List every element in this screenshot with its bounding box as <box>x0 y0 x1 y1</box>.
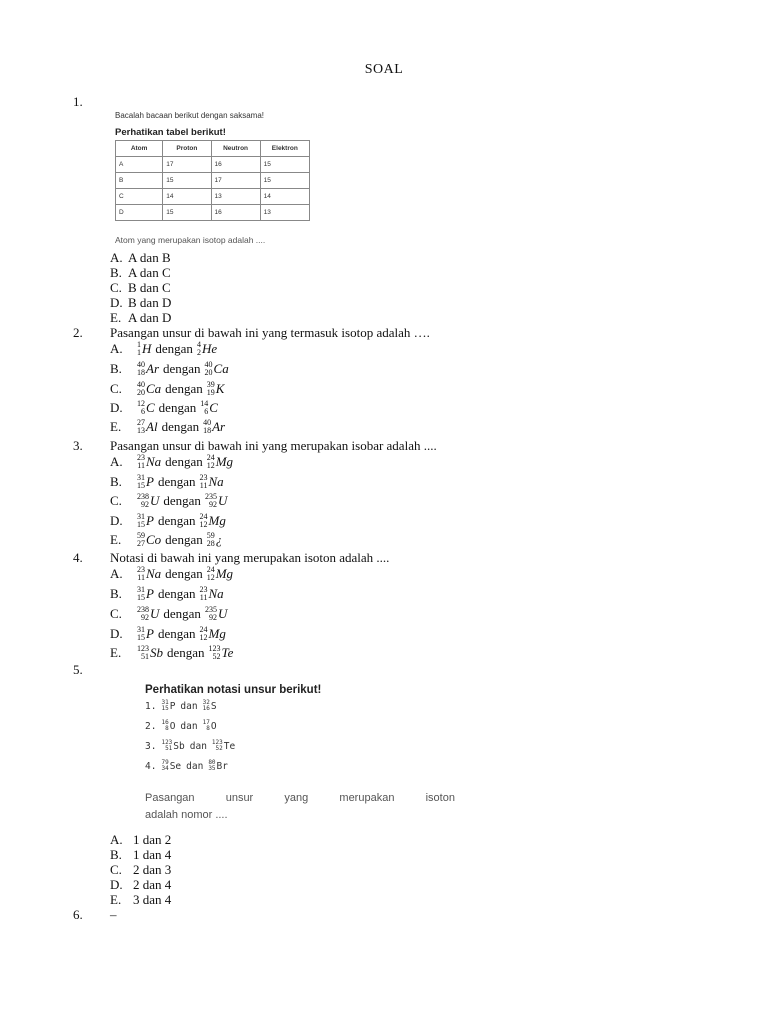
element-symbol: H <box>142 341 152 356</box>
element-symbol: Sb <box>150 645 163 660</box>
element-symbol: Co <box>146 532 162 547</box>
nuclide-notation <box>207 454 233 470</box>
element-symbol: O <box>210 720 217 732</box>
nuclide-notation <box>197 341 217 357</box>
atomic-number: 34 <box>161 765 169 772</box>
element-symbol: P <box>146 586 154 601</box>
option-letter: C. <box>110 493 122 508</box>
element-symbol: Te <box>223 740 236 752</box>
connector-word: dengan <box>165 454 203 469</box>
element-symbol: Se <box>169 760 182 772</box>
element-symbol: Ca <box>146 381 162 396</box>
element-symbol: Ca <box>213 361 229 376</box>
nuclide-notation <box>161 720 175 732</box>
nuclide-notation <box>205 606 227 622</box>
image-intro-text: Bacalah bacaan berikut dengan saksama! <box>115 111 264 120</box>
table-row <box>116 173 310 189</box>
option-letter: A. <box>110 454 123 469</box>
nuclide-notation <box>203 720 217 732</box>
option-letter: E. <box>110 645 122 660</box>
question-4-text: Notasi di bawah ini yang merupakan isoton adalah .... <box>110 550 390 565</box>
question-5-number: 5. <box>73 662 83 677</box>
element-symbol: He <box>201 341 218 356</box>
question-6-number: 6. <box>73 907 83 922</box>
element-symbol: Te <box>221 645 234 660</box>
connector-word: dan <box>189 740 207 752</box>
mass-number: 40 <box>137 360 145 369</box>
atomic-number: 51 <box>165 745 173 752</box>
atomic-number: 2 <box>196 348 201 357</box>
atomic-number: 8 <box>165 725 169 732</box>
element-symbol: Na <box>146 566 162 581</box>
table-cell: 13 <box>211 189 260 205</box>
element-symbol: Ar <box>212 419 226 434</box>
table-cell: 17 <box>211 173 260 189</box>
connector-word: dengan <box>155 341 193 356</box>
question-2-text: Pasangan unsur di bawah ini yang termasuk isotop adalah …. <box>110 325 430 340</box>
table-cell: 16 <box>211 205 260 221</box>
option-c[interactable] <box>110 493 227 509</box>
mass-number: 31 <box>137 585 145 594</box>
element-symbol: Na <box>208 586 224 601</box>
atomic-number: 18 <box>203 426 212 435</box>
element-symbol: Mg <box>215 566 234 581</box>
connector-word: dengan <box>165 566 203 581</box>
element-symbol: ¿ <box>215 532 223 547</box>
option-a[interactable] <box>110 454 233 470</box>
mass-number: 235 <box>204 492 217 501</box>
nuclide-notation <box>137 645 163 661</box>
option-d[interactable] <box>110 295 171 311</box>
connector-word: dengan <box>167 645 205 660</box>
element-symbol: Ar <box>146 361 159 376</box>
connector-word: dengan <box>157 586 196 601</box>
nuclide-notation <box>137 566 161 582</box>
question-3-text: Pasangan unsur di bawah ini yang merupakan isobar adalah .... <box>110 438 437 453</box>
mass-number: 40 <box>203 418 212 427</box>
mass-number: 23 <box>137 453 145 462</box>
option-text: 1 dan 2 <box>133 832 172 847</box>
table-cell: D <box>116 205 163 221</box>
nuclide-notation <box>203 700 217 712</box>
nuclide-notation <box>137 513 154 529</box>
option-letter: A. <box>110 566 123 581</box>
mass-number: 31 <box>137 473 145 482</box>
image-question-line-1 <box>145 792 455 804</box>
notation-item <box>145 760 228 772</box>
element-symbol: O <box>169 720 176 732</box>
atomic-number: 6 <box>141 407 145 416</box>
element-symbol: P <box>146 513 154 528</box>
element-symbol: U <box>217 606 228 621</box>
mass-number: 59 <box>206 531 215 540</box>
item-number: 1. <box>145 700 157 712</box>
table-cell: 14 <box>163 189 211 205</box>
table-cell: C <box>116 189 163 205</box>
option-b[interactable] <box>110 586 224 602</box>
option-c[interactable] <box>110 280 171 296</box>
table-cell: A <box>116 157 163 173</box>
option-letter: D. <box>110 626 123 641</box>
image-question-text: Atom yang merupakan isotop adalah .... <box>115 235 266 245</box>
mass-number: 24 <box>199 512 208 521</box>
mass-number: 24 <box>206 565 215 574</box>
nuclide-notation <box>137 400 155 416</box>
option-letter: D. <box>110 400 123 415</box>
connector-word: dengan <box>161 419 200 434</box>
option-d[interactable] <box>110 877 171 893</box>
option-c[interactable] <box>110 381 224 397</box>
element-symbol: Sb <box>173 740 185 752</box>
question-2-number: 2. <box>73 325 83 340</box>
connector-word: dengan <box>157 626 196 641</box>
table-cell: 17 <box>163 157 211 173</box>
option-b[interactable] <box>110 474 224 490</box>
mass-number: 31 <box>137 512 145 521</box>
table-cell: 15 <box>260 173 309 189</box>
element-symbol: Br <box>216 760 228 772</box>
connector-word: dengan <box>163 606 201 621</box>
nuclide-notation <box>205 361 229 377</box>
item-number: 4. <box>145 760 157 772</box>
mass-number: 17 <box>202 719 210 726</box>
option-c[interactable] <box>110 862 171 878</box>
option-letter: A. <box>110 250 123 265</box>
option-letter: A. <box>110 832 123 847</box>
atomic-number: 6 <box>204 407 209 416</box>
element-symbol: U <box>217 493 228 508</box>
question-word: yang <box>284 792 309 804</box>
nuclide-notation <box>207 566 233 582</box>
mass-number: 4 <box>196 340 201 349</box>
atomic-number: 92 <box>141 613 149 622</box>
mass-number: 123 <box>211 739 223 746</box>
mass-number: 40 <box>137 380 145 389</box>
table-cell: 15 <box>163 205 211 221</box>
atomic-number: 11 <box>199 481 208 490</box>
mass-number: 32 <box>202 699 210 706</box>
option-text: A dan B <box>128 250 171 265</box>
option-text: 2 dan 3 <box>133 862 172 877</box>
nuclide-notation <box>137 361 159 377</box>
element-symbol: Mg <box>215 454 234 469</box>
connector-word: dengan <box>165 532 203 547</box>
option-text: A dan C <box>128 265 171 280</box>
table-cell: 13 <box>260 205 309 221</box>
notation-item <box>145 740 235 752</box>
option-a[interactable] <box>110 250 171 266</box>
connector-word: dengan <box>165 381 203 396</box>
option-text: A dan D <box>128 310 172 325</box>
element-symbol: Al <box>146 419 158 434</box>
mass-number: 24 <box>206 453 215 462</box>
question-1-number: 1. <box>73 94 83 109</box>
atomic-number: 15 <box>137 520 145 529</box>
nuclide-notation <box>137 532 161 548</box>
table-row <box>116 205 310 221</box>
atomic-number: 20 <box>204 368 213 377</box>
question-word: merupakan <box>339 792 395 804</box>
element-symbol: P <box>146 474 154 489</box>
element-symbol: P <box>169 700 176 712</box>
nuclide-notation <box>161 760 181 772</box>
mass-number: 40 <box>204 360 213 369</box>
nuclide-notation <box>137 606 159 622</box>
atomic-number: 12 <box>206 573 215 582</box>
column-header: Atom <box>116 141 163 157</box>
option-letter: D. <box>110 295 123 310</box>
option-letter: B. <box>110 847 122 862</box>
nuclide-notation <box>203 419 225 435</box>
page-title: SOAL <box>364 62 404 77</box>
option-c[interactable] <box>110 606 227 622</box>
option-e[interactable] <box>110 892 171 908</box>
nuclide-notation <box>208 760 228 772</box>
option-letter: B. <box>110 474 122 489</box>
atomic-number: 20 <box>137 388 145 397</box>
option-letter: E. <box>110 532 122 547</box>
nuclide-notation <box>137 626 154 642</box>
image-table-heading: Perhatikan tabel berikut! <box>115 127 226 138</box>
element-symbol: C <box>146 400 155 415</box>
question-3-number: 3. <box>73 438 83 453</box>
nuclide-notation <box>137 586 154 602</box>
atomic-number: 11 <box>137 573 145 582</box>
question-word: unsur <box>225 792 254 804</box>
mass-number: 123 <box>161 739 173 746</box>
option-letter: E. <box>110 892 122 907</box>
element-symbol: Mg <box>208 513 226 528</box>
table-cell: 14 <box>260 189 309 205</box>
atomic-number: 92 <box>208 500 217 509</box>
table-cell: B <box>116 173 163 189</box>
option-letter: C. <box>110 606 122 621</box>
option-e[interactable] <box>110 419 225 435</box>
option-d[interactable] <box>110 400 218 416</box>
column-header: Elektron <box>260 141 309 157</box>
element-symbol: U <box>150 493 160 508</box>
atomic-number: 16 <box>202 705 210 712</box>
table-cell: 16 <box>211 157 260 173</box>
atomic-number: 19 <box>206 388 215 397</box>
nuclide-notation <box>200 513 226 529</box>
atomic-number: 11 <box>199 593 208 602</box>
option-letter: A. <box>110 341 123 356</box>
mass-number: 79 <box>161 759 169 766</box>
atomic-number: 35 <box>208 765 216 772</box>
nuclide-notation <box>200 400 218 416</box>
option-text: 2 dan 4 <box>133 877 172 892</box>
mass-number: 23 <box>137 565 145 574</box>
element-symbol: C <box>209 400 218 415</box>
nuclide-notation <box>200 474 224 490</box>
nuclide-notation <box>200 586 224 602</box>
question-5-image <box>140 680 470 830</box>
option-letter: D. <box>110 513 123 528</box>
connector-word: dengan <box>163 361 201 376</box>
nuclide-notation <box>205 493 227 509</box>
option-a[interactable] <box>110 566 233 582</box>
mass-number: 24 <box>199 625 208 634</box>
option-d[interactable] <box>110 513 226 529</box>
nuclide-notation <box>212 740 235 752</box>
option-b[interactable] <box>110 265 171 281</box>
option-b[interactable] <box>110 361 229 377</box>
option-text: B dan C <box>128 280 171 295</box>
mass-number: 23 <box>199 473 208 482</box>
atomic-number: 12 <box>206 461 215 470</box>
connector-word: dan <box>180 720 198 732</box>
option-d[interactable] <box>110 626 226 642</box>
element-symbol: Mg <box>208 626 226 641</box>
question-4-number: 4. <box>73 550 83 565</box>
element-symbol: K <box>215 381 225 396</box>
option-text: 3 dan 4 <box>133 892 172 907</box>
mass-number: 12 <box>137 399 145 408</box>
mass-number: 31 <box>161 699 169 706</box>
option-letter: E. <box>110 310 122 325</box>
element-symbol: S <box>210 700 217 712</box>
atomic-number: 52 <box>212 652 221 661</box>
nuclide-notation <box>137 474 154 490</box>
mass-number: 27 <box>137 418 145 427</box>
element-symbol: Na <box>146 454 162 469</box>
atomic-number: 13 <box>137 426 145 435</box>
mass-number: 123 <box>137 644 149 653</box>
option-letter: B. <box>110 265 122 280</box>
mass-number: 238 <box>137 492 149 501</box>
mass-number: 23 <box>199 585 208 594</box>
mass-number: 31 <box>137 625 145 634</box>
element-symbol: P <box>146 626 154 641</box>
connector-word: dan <box>186 760 204 772</box>
atomic-number: 18 <box>137 368 145 377</box>
table-cell: 15 <box>260 157 309 173</box>
option-a[interactable] <box>110 341 217 357</box>
nuclide-notation <box>161 740 184 752</box>
option-letter: C. <box>110 280 122 295</box>
nuclide-notation <box>207 532 223 548</box>
table-row <box>116 157 310 173</box>
question-6-text: – <box>110 907 117 922</box>
atomic-number: 51 <box>141 652 149 661</box>
atomic-number: 28 <box>206 539 215 548</box>
nuclide-notation <box>209 645 234 661</box>
atomic-number: 15 <box>161 705 169 712</box>
table-cell: 15 <box>163 173 211 189</box>
table-row <box>116 189 310 205</box>
atomic-number: 11 <box>137 461 145 470</box>
connector-word: dengan <box>157 474 196 489</box>
option-e[interactable] <box>110 532 222 548</box>
option-e[interactable] <box>110 310 171 326</box>
notation-item <box>145 700 217 712</box>
image-question-line-2: adalah nomor .... <box>145 809 228 821</box>
mass-number: 59 <box>137 531 145 540</box>
question-word: isoton <box>425 792 455 804</box>
connector-word: dengan <box>157 513 196 528</box>
atomic-number: 27 <box>137 539 145 548</box>
question-word: Pasangan <box>145 792 195 804</box>
option-e[interactable] <box>110 645 233 661</box>
element-symbol: Na <box>208 474 224 489</box>
nuclide-notation <box>161 700 175 712</box>
mass-number: 238 <box>137 605 149 614</box>
column-header: Proton <box>163 141 211 157</box>
atomic-number: 12 <box>199 520 208 529</box>
option-a[interactable] <box>110 832 171 848</box>
atomic-number: 92 <box>141 500 149 509</box>
atomic-number: 52 <box>215 745 223 752</box>
item-number: 3. <box>145 740 157 752</box>
nuclide-notation <box>137 341 151 357</box>
nuclide-notation <box>137 419 158 435</box>
option-letter: C. <box>110 862 122 877</box>
element-symbol: U <box>150 606 160 621</box>
table-header-row <box>116 141 310 157</box>
mass-number: 123 <box>208 644 221 653</box>
option-b[interactable] <box>110 847 171 863</box>
nuclide-notation <box>200 626 226 642</box>
atomic-number: 92 <box>208 613 217 622</box>
nuclide-notation <box>207 381 225 397</box>
column-header: Neutron <box>211 141 260 157</box>
connector-word: dengan <box>158 400 197 415</box>
item-number: 2. <box>145 720 157 732</box>
option-letter: E. <box>110 419 122 434</box>
atomic-number: 15 <box>137 633 145 642</box>
mass-number: 39 <box>206 380 215 389</box>
option-text: 1 dan 4 <box>133 847 172 862</box>
atomic-number: 8 <box>206 725 210 732</box>
notation-item <box>145 720 217 732</box>
mass-number: 235 <box>204 605 217 614</box>
option-letter: D. <box>110 877 123 892</box>
nuclide-notation <box>137 381 161 397</box>
nuclide-notation <box>137 454 161 470</box>
option-letter: C. <box>110 381 122 396</box>
mass-number: 1 <box>137 340 141 349</box>
option-letter: B. <box>110 361 122 376</box>
atomic-number: 1 <box>137 348 141 357</box>
mass-number: 16 <box>161 719 169 726</box>
connector-word: dengan <box>163 493 201 508</box>
option-letter: B. <box>110 586 122 601</box>
connector-word: dan <box>180 700 198 712</box>
atomic-number: 15 <box>137 593 145 602</box>
nuclide-notation <box>137 493 159 509</box>
mass-number: 80 <box>208 759 216 766</box>
atomic-number: 15 <box>137 481 145 490</box>
atom-table <box>115 140 310 221</box>
image-heading: Perhatikan notasi unsur berikut! <box>145 684 322 696</box>
mass-number: 14 <box>200 399 209 408</box>
atomic-number: 12 <box>199 633 208 642</box>
option-text: B dan D <box>128 295 172 310</box>
question-1-image <box>110 108 310 248</box>
